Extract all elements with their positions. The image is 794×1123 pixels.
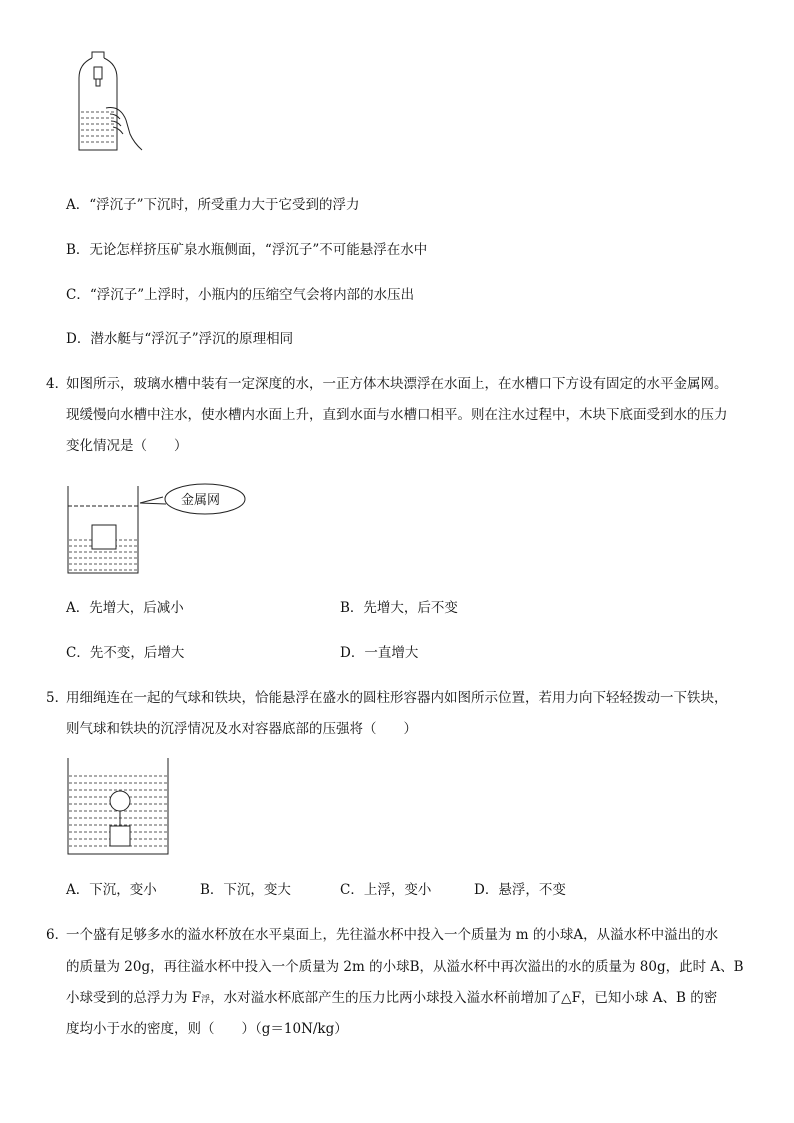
q5-option-b[interactable]: B．下沉，变大 [200, 882, 291, 898]
q3-option-a[interactable]: A．“浮沉子”下沉时，所受重力大于它受到的浮力 [66, 197, 360, 213]
q5-option-c[interactable]: C．上浮，变小 [340, 882, 432, 898]
q5-option-a[interactable]: A．下沉，变小 [66, 882, 157, 898]
q4-stem-line-3: 变化情况是（ ） [66, 438, 188, 454]
q6-buoyancy-subscript: 浮 [201, 995, 211, 1005]
q4-option-b[interactable]: B．先增大，后不变 [340, 600, 458, 616]
q3-option-b[interactable]: B．无论怎样挤压矿泉水瓶侧面，“浮沉子”不可能悬浮在水中 [66, 242, 428, 258]
q6-stem-line-2: 的质量为 20g，再往溢水杯中投入一个质量为 2m 的小球B，从溢水杯中再次溢出的水的质量为 80g，此时 A、B [66, 959, 744, 975]
q6-number: 6． [46, 927, 69, 943]
q6-line3-start: 小球受到的总浮力为 F [66, 990, 202, 1006]
q4-stem-line-1: 如图所示，玻璃水槽中装有一定深度的水，一正方体木块漂浮在水面上，在水槽口下方设有固定的水平金属网。 [66, 376, 728, 392]
q6-stem-line-4: 度均小于水的密度，则（ ）（g＝10N/kg） [66, 1021, 348, 1037]
q4-number: 4． [46, 376, 69, 392]
q4-stem-line-2: 现缓慢向水槽中注水，使水槽内水面上升，直到水面与水槽口相平。则在注水过程中，木块下底面受到水的压力 [66, 407, 728, 423]
q4-option-c[interactable]: C．先不变，后增大 [66, 645, 185, 661]
water-tank-figure [60, 478, 260, 578]
balloon-iron-figure [60, 752, 180, 862]
q5-option-d[interactable]: D．悬浮，不变 [474, 882, 566, 898]
q6-stem-line-1: 一个盛有足够多水的溢水杯放在水平桌面上，先往溢水杯中投入一个质量为 m 的小球A，从溢水杯中溢出的水 [66, 927, 719, 943]
q5-stem-line-2: 则气球和铁块的沉浮情况及水对容器底部的压强将（ ） [66, 721, 417, 737]
q3-option-d[interactable]: D．潜水艇与“浮沉子”浮沉的原理相同 [66, 331, 294, 347]
q3-option-c[interactable]: C．“浮沉子”上浮时，小瓶内的压缩空气会将内部的水压出 [66, 287, 415, 303]
q5-stem-line-1: 用细绳连在一起的气球和铁块，恰能悬浮在盛水的圆柱形容器内如图所示位置，若用力向下轻轻拨动一下铁块， [66, 690, 728, 706]
q6-stem-line-3 [66, 986, 717, 1006]
q5-number: 5． [46, 690, 69, 706]
metal-mesh-label: 金属网 [181, 493, 221, 508]
q4-option-d[interactable]: D．一直增大 [340, 645, 419, 661]
q4-option-a[interactable]: A．先增大，后减小 [66, 600, 184, 616]
q6-line3-end: ，水对溢水杯底部产生的压力比两小球投入溢水杯前增加了△F，已知小球 A、B 的密 [210, 990, 718, 1006]
bottle-figure [70, 50, 150, 160]
